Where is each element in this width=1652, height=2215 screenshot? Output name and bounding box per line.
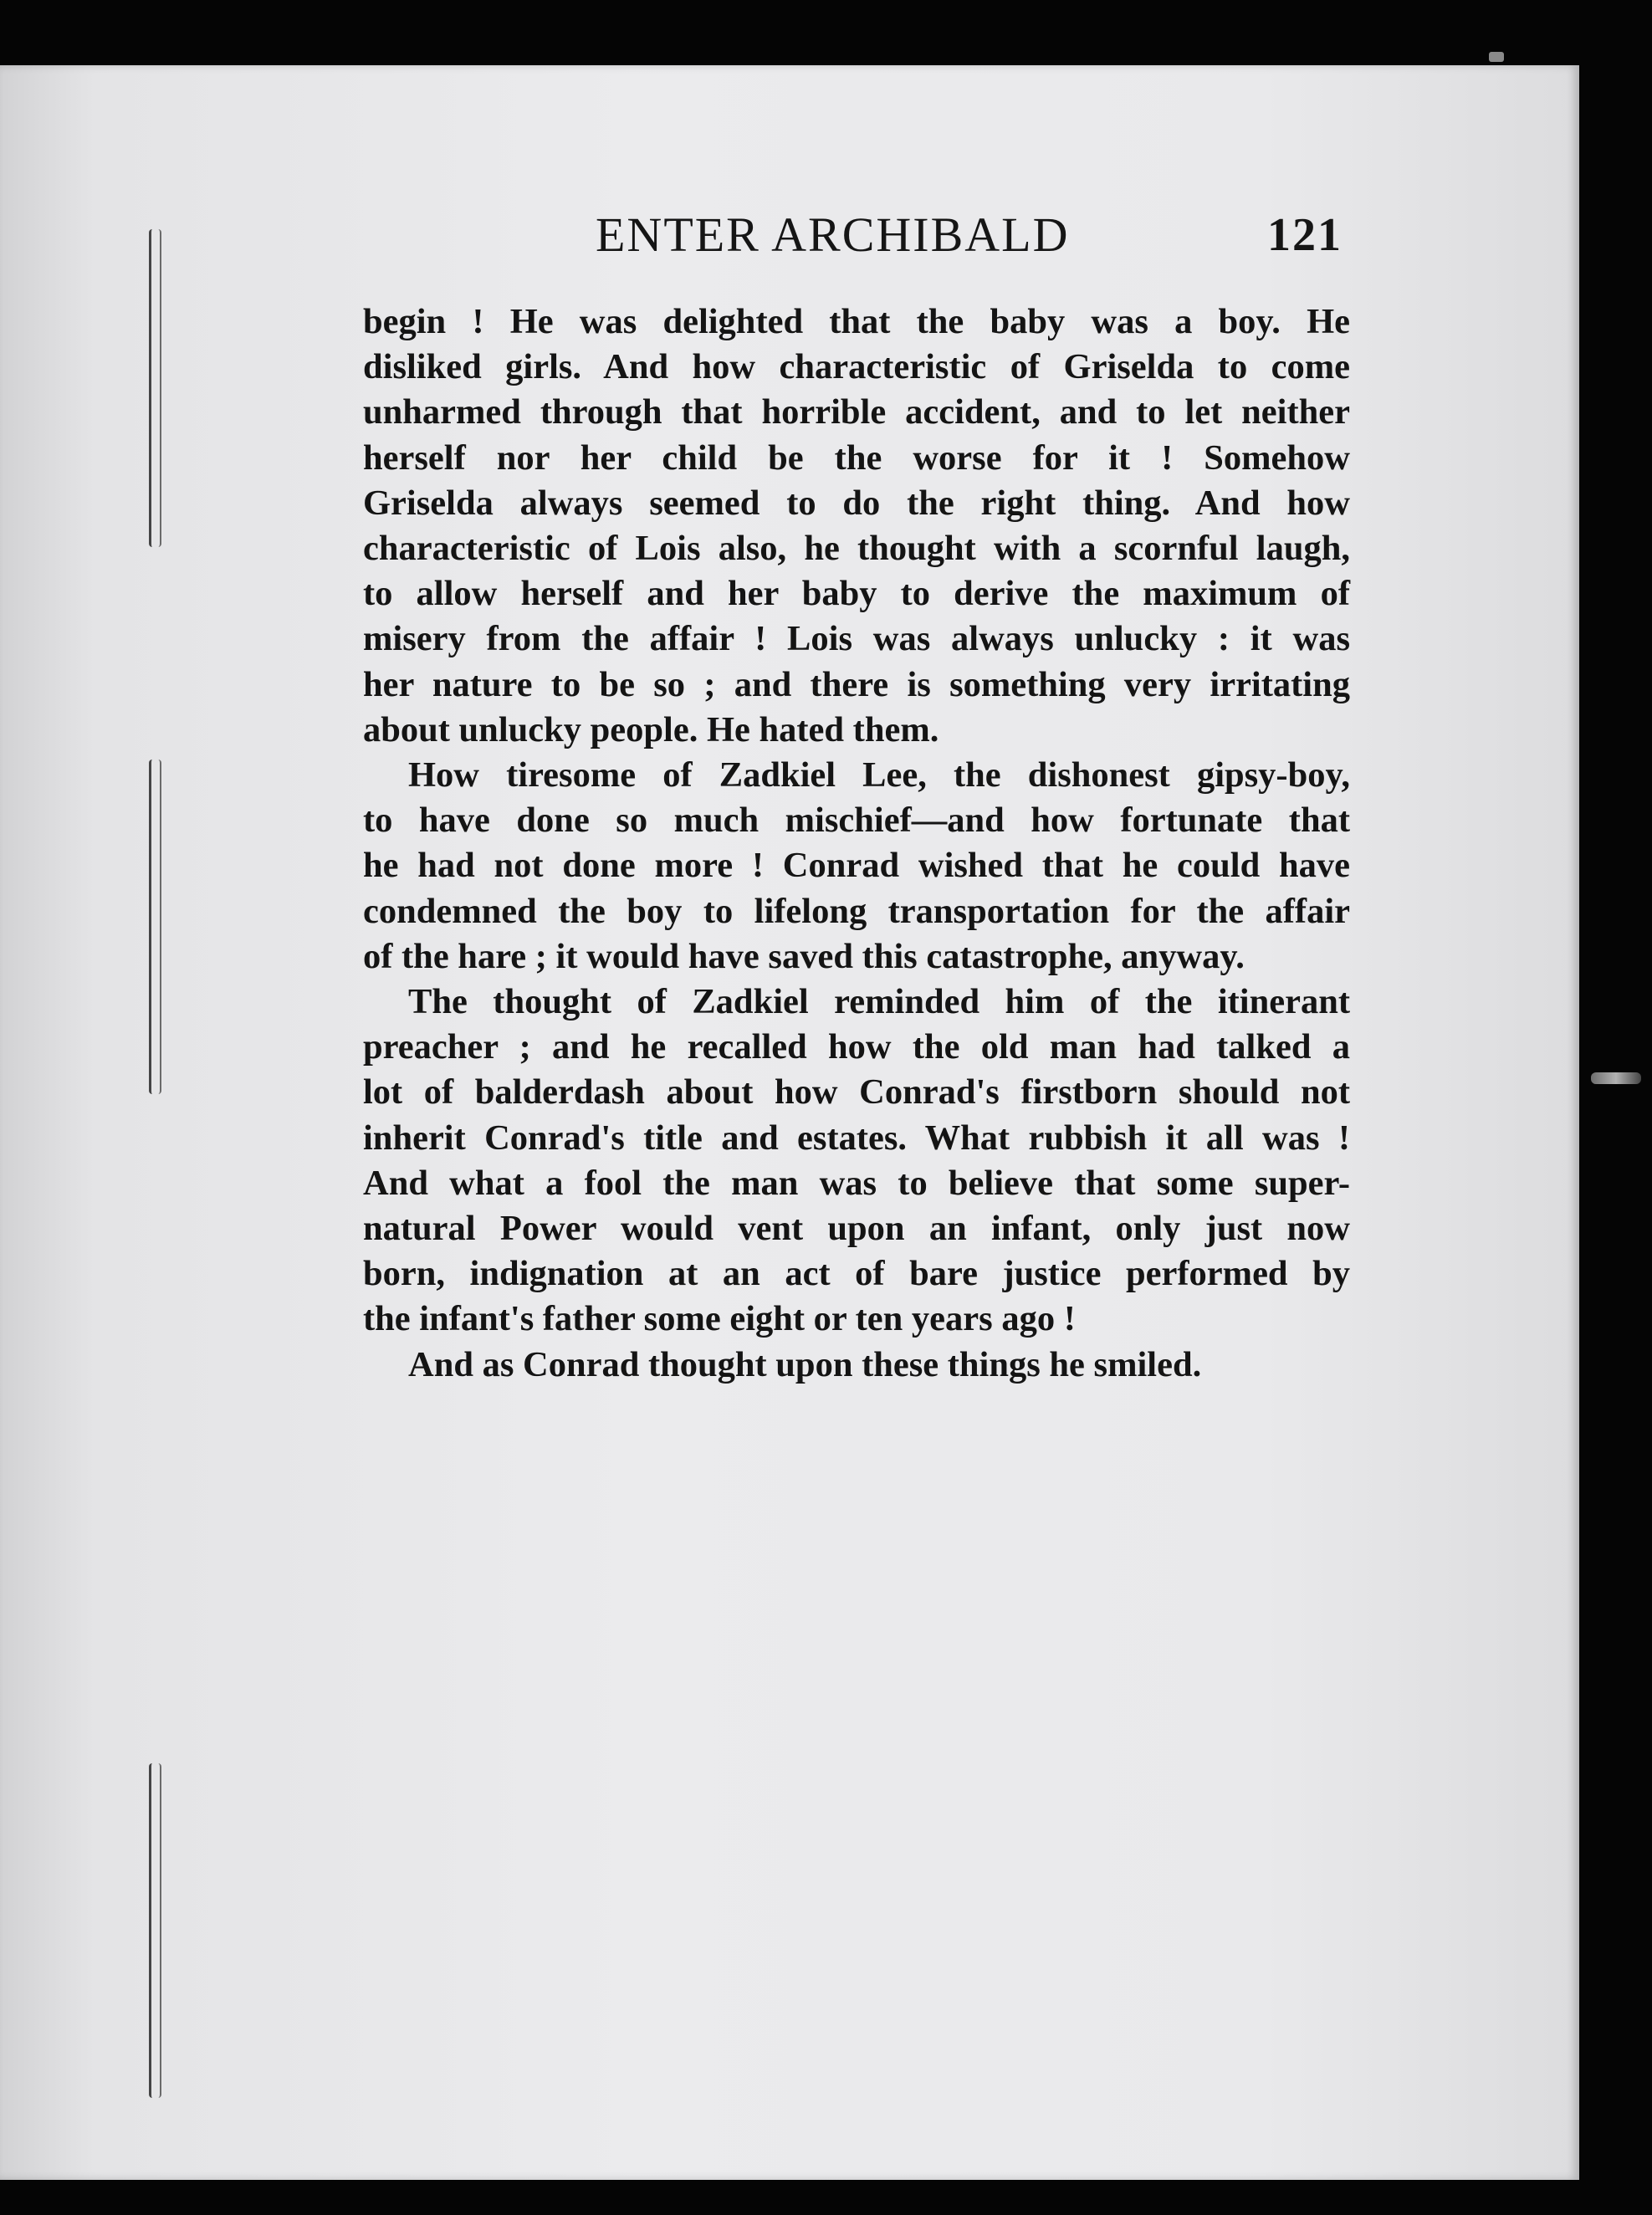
paragraph — [363, 980, 1350, 1343]
text-line: unharmed through that horrible accident, and to let neither — [363, 392, 1350, 432]
text-line: preacher ; and he recalled how the old man had talked a — [363, 1027, 1350, 1067]
text-line: born, indignation at an act of bare justice performed by — [363, 1254, 1350, 1294]
text-line: And as Conrad thought upon these things he smiled. — [408, 1344, 1202, 1384]
text-line: begin ! He was delighted that the baby was a boy. He — [363, 302, 1350, 341]
text-line: her nature to be so ; and there is something very irritating — [363, 664, 1350, 704]
binding-stitch-mark — [149, 1763, 161, 2098]
text-line: misery from the affair ! Lois was always unlucky : it was — [363, 619, 1350, 659]
text-line: lot of balderdash about how Conrad's firstborn should not — [363, 1072, 1350, 1113]
binding-stitch-mark — [149, 760, 161, 1094]
text-line: characteristic of Lois also, he thought with a scornful laugh, — [363, 529, 1350, 569]
paragraph — [363, 753, 1350, 980]
text-line: to have done so much mischief—and how fortunate that — [363, 801, 1350, 841]
text-line: inherit Conrad's title and estates. What rubbish it all was ! — [363, 1118, 1350, 1158]
page-header — [360, 207, 1343, 274]
scan-artifact — [1489, 52, 1504, 62]
text-line: the infant's father some eight or ten years ago ! — [363, 1299, 1076, 1339]
text-line: of the hare ; it would have saved this catastrophe, anyway. — [363, 936, 1245, 976]
text-line: natural Power would vent upon an infant, only just now — [363, 1209, 1350, 1249]
page-body-text — [363, 299, 1350, 1388]
text-line: herself nor her child be the worse for it ! Somehow — [363, 437, 1350, 478]
binding-stitch-mark — [149, 229, 161, 547]
paragraph — [363, 1343, 1350, 1388]
text-line: disliked girls. And how characteristic of Griselda to come — [363, 347, 1350, 387]
running-head: ENTER ARCHIBALD — [596, 207, 1070, 262]
text-line: And what a fool the man was to believe that some super- — [363, 1163, 1350, 1203]
text-line: condemned the boy to lifelong transportation for the affair — [363, 891, 1350, 931]
text-line: to allow herself and her baby to derive the maximum of — [363, 574, 1350, 614]
text-line: about unlucky people. He hated them. — [363, 709, 939, 749]
text-line: he had not done more ! Conrad wished that he could have — [363, 846, 1350, 886]
text-line: How tiresome of Zadkiel Lee, the dishonest gipsy-boy, — [408, 755, 1350, 795]
scan-artifact — [1591, 1072, 1641, 1084]
text-line: Griselda always seemed to do the right thing. And how — [363, 483, 1350, 523]
page-number: 121 — [1267, 209, 1343, 261]
text-line: The thought of Zadkiel reminded him of the itinerant — [408, 982, 1350, 1022]
paragraph — [363, 299, 1350, 753]
